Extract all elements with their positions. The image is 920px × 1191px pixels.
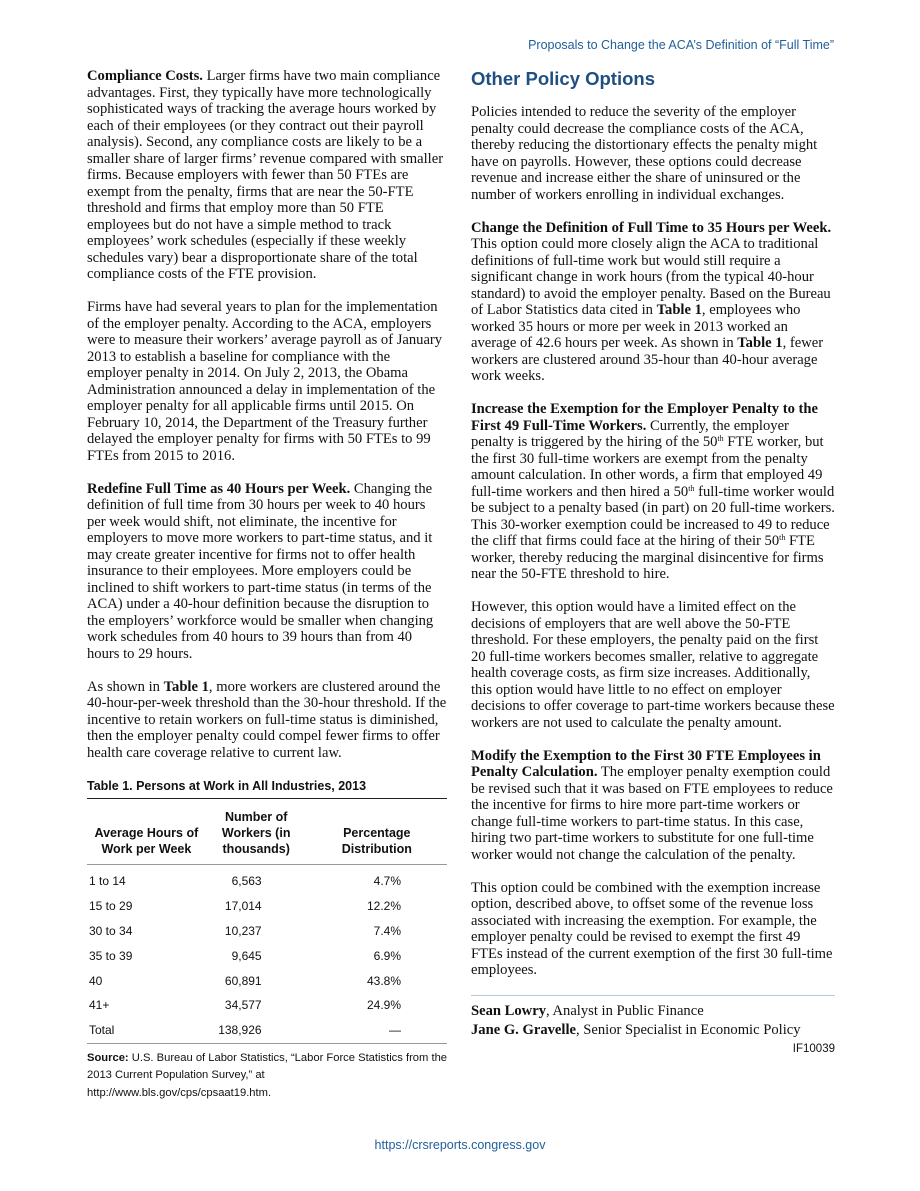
paragraph-text: The employer penalty exemption could be revised such that it was based on FTE employees to reduce the incentive for firms to hire more part-time workers or change full-time workers to part-time status. In this case, hiring two part-time workers to substitute for one full-time worker would not change the calculation of the penalty.	[471, 764, 833, 863]
column-header-percentage: Percentage Distribution	[307, 799, 447, 865]
source-text: U.S. Bureau of Labor Statistics, “Labor Force Statistics from the 2013 Current Population Survey,” at http://www.bls.gov/cps/cpsaat19.htm.	[87, 1051, 448, 1099]
paragraph-text: Policies intended to reduce the severity of the employer penalty could decrease the compliance costs of the ACA, thereby reducing the distortionary effects the penalty might have on payrolls. However, these options could decrease revenue and increase either the share of uninsured or the number of workers enrolling in individual exchanges.	[471, 104, 818, 203]
paragraph-text: However, this option would have a limited effect on the decisions of employers that are well above the 50-FTE threshold. For these employers, the penalty paid on the first 20 full-time workers becomes smaller, relative to aggregate health coverage costs, as firm size increases. Additionally, this option would have little to no effect on employer decisions to offer coverage to part-time workers because these workers are not used to calculate the penalty amount.	[471, 599, 835, 731]
paragraph-implementation	[87, 299, 447, 464]
paragraph-lead: Compliance Costs.	[87, 68, 203, 84]
paragraph-text: This option could be combined with the exemption increase option, described above, to offset some of the revenue loss associated with increasing the exemption. For example, the employer penalty could be revised to exempt the first 49 FTEs instead of the current exemption of the first 30 full-time employees.	[471, 879, 833, 978]
table-reference-link: Table 1	[163, 678, 209, 695]
cell-workers: 10,237	[224, 923, 262, 938]
author-title: , Senior Specialist in Economic Policy	[575, 1021, 801, 1038]
paragraph-text: This option could more closely align the ACA to traditional definitions of full-time work but would still require a significant change in work hours (from the typical 40-hour standard) to avoid the employer penalty. Based on the Bureau of Labor Statistics data cited in	[471, 236, 831, 318]
paragraph-lead: Modify the Exemption to the First 30 FTE Employees in Penalty Calculation.	[471, 747, 821, 780]
cell-percentage: 7.4%	[373, 923, 401, 938]
cell-hours: Total	[87, 1018, 206, 1043]
cell-percentage: 4.7%	[373, 874, 401, 889]
cell-workers: 9,645	[231, 948, 262, 963]
paragraph-text: , more workers are clustered around the 40-hour-per-week threshold than the 30-hour threshold. If the incentive to retain workers on full-time status is diminished, then the employer penalty could compel fewer firms to offer health care coverage relative to current law.	[87, 678, 447, 761]
paragraph-text: full-time worker would be subject to a penalty based (in part) on 20 full-time workers. This 30-worker exemption could be increased to 49 to reduce the cliff that firms could face at the hiring of their 50	[471, 483, 835, 549]
paragraph-combined-option	[471, 880, 835, 979]
cell-percentage: 24.9%	[366, 998, 401, 1013]
paragraph-table-reference	[87, 679, 447, 762]
table-reference-link: Table 1	[656, 302, 702, 318]
table-row-total	[87, 1018, 447, 1043]
paragraph-text: , employees who worked 35 hours or more per week in 2013 worked an average of 42.6 hours per week. As shown in	[471, 302, 801, 351]
table-row	[87, 894, 447, 919]
cell-percentage: 43.8%	[366, 973, 401, 988]
table-header-row	[87, 799, 447, 865]
author-block	[471, 995, 835, 1039]
paragraph-lead: Increase the Exemption for the Employer Penalty to the First 49 Full-Time Workers.	[471, 401, 818, 434]
table-reference-link: Table 1	[737, 335, 783, 351]
ordinal-suffix: th	[688, 483, 695, 493]
paragraph-text: Firms have had several years to plan for the implementation of the employer penalty. According to the ACA, employers were to measure their workers’ average payroll as of January 2013 to establish a baseline for compliance with the employer penalty in 2014. On July 2, 2013, the Obama Administration announced a delay in implementation of the employer penalty for all applicable firms until 2015. On February 10, 2014, the Department of the Treasury further delayed the employer penalty for firms with 50 FTEs to 99 FTEs from 2015 to 2016.	[87, 299, 443, 464]
paragraph-lead: Change the Definition of Full Time to 35 Hours per Week.	[471, 219, 832, 236]
paragraph-text: As shown in	[87, 678, 164, 695]
table-row	[87, 968, 447, 993]
author-line	[471, 1002, 835, 1021]
cell-workers: 17,014	[224, 899, 262, 914]
cell-hours: 30 to 34	[89, 923, 133, 938]
cell-percentage: —	[307, 1018, 447, 1043]
paragraph-redefine-40-hours	[87, 481, 447, 663]
paragraph-text: FTE worker, thereby reducing the marginal disincentive for firms near the 50-FTE threshold to hire.	[471, 533, 824, 582]
footer-url-link[interactable]: https://crsreports.congress.gov	[374, 1138, 546, 1152]
cell-hours: 41+	[89, 998, 110, 1013]
cell-percentage: 6.9%	[373, 948, 401, 963]
table-title: Table 1. Persons at Work in All Industries, 2013	[87, 779, 447, 799]
cell-hours: 35 to 39	[89, 948, 133, 963]
cell-workers: 34,577	[224, 998, 262, 1013]
paragraph-compliance-costs	[87, 68, 447, 283]
table-source-note	[87, 1050, 447, 1103]
cell-hours: 15 to 29	[89, 899, 133, 914]
paragraph-modify-exemption	[471, 748, 835, 864]
paragraph-text: Larger firms have two main compliance advantages. First, they typically have more technologically sophisticated ways of tracking the average hours worked by each of their employees (or they contract out their payroll analysis). Second, any compliance costs are likely to be a smaller share of larger firms’ revenue compared with smaller firms. Because employers with fewer than 50 FTEs are exempt from the penalty, firms that are near the 50-FTE threshold and firms that employ more than 50 FTE employees but do not have a simple method to track employees’ work schedules (especially if these weekly schedules vary) bear a disproportionate share of the total compliance costs of the FTE provision.	[87, 68, 444, 282]
table-row	[87, 919, 447, 944]
paragraph-text: FTE worker, but the first 30 full-time workers are exempt from the penalty amount calculation. In other words, a firm that employed 49 full-time workers and then hired a 50	[471, 434, 824, 500]
cell-hours: 40	[89, 973, 103, 988]
author-name: Sean Lowry	[471, 1003, 546, 1019]
running-header: Proposals to Change the ACA’s Definition of “Full Time”	[528, 38, 834, 52]
column-header-hours: Average Hours of Work per Week	[87, 799, 206, 865]
left-column	[87, 68, 447, 1102]
source-label: Source:	[87, 1051, 129, 1064]
section-heading: Other Policy Options	[471, 68, 655, 89]
paragraph-lead: Redefine Full Time as 40 Hours per Week.	[87, 480, 351, 497]
ordinal-suffix: th	[717, 434, 724, 443]
paragraph-text: , fewer workers are clustered around 35-hour than 40-hour average work weeks.	[471, 335, 824, 384]
cell-workers: 6,563	[231, 874, 262, 889]
author-name: Jane G. Gravelle	[471, 1021, 576, 1038]
paragraph-exemption-49	[471, 401, 835, 583]
table-row	[87, 943, 447, 968]
persons-at-work-table	[87, 799, 447, 1044]
right-column	[471, 68, 835, 1055]
author-title: , Analyst in Public Finance	[546, 1003, 704, 1019]
cell-percentage: 12.2%	[366, 899, 401, 914]
paragraph-text: Changing the definition of full time from 30 hours per week to 40 hours per week would shift, not eliminate, the incentive for employers to move more workers to part-time status, and it may create greater incentive for firms not to offer health insurance to their employees. More employers could be inclined to shift workers to part-time status (in terms of the ACA) under a 40-hour definition because the disruption to the employers’ workforce would be smaller when changing work schedules from 40 hours to 39 hours than from 40 hours to 29 hours.	[87, 480, 434, 662]
cell-workers: 60,891	[224, 973, 262, 988]
paragraph-policies-intro	[471, 104, 835, 203]
cell-workers: 138,926	[206, 1018, 307, 1043]
author-line	[471, 1021, 835, 1040]
cell-hours: 1 to 14	[89, 874, 126, 889]
ordinal-suffix: th	[779, 533, 786, 542]
paragraph-limited-effect	[471, 599, 835, 731]
table-row	[87, 993, 447, 1018]
paragraph-35-hours	[471, 220, 835, 385]
product-code: IF10039	[792, 1043, 835, 1055]
paragraph-text: Currently, the employer penalty is triggered by the hiring of the 50	[471, 417, 789, 450]
column-header-workers: Number of Workers (in thousands)	[206, 799, 307, 865]
table-row	[87, 865, 447, 894]
